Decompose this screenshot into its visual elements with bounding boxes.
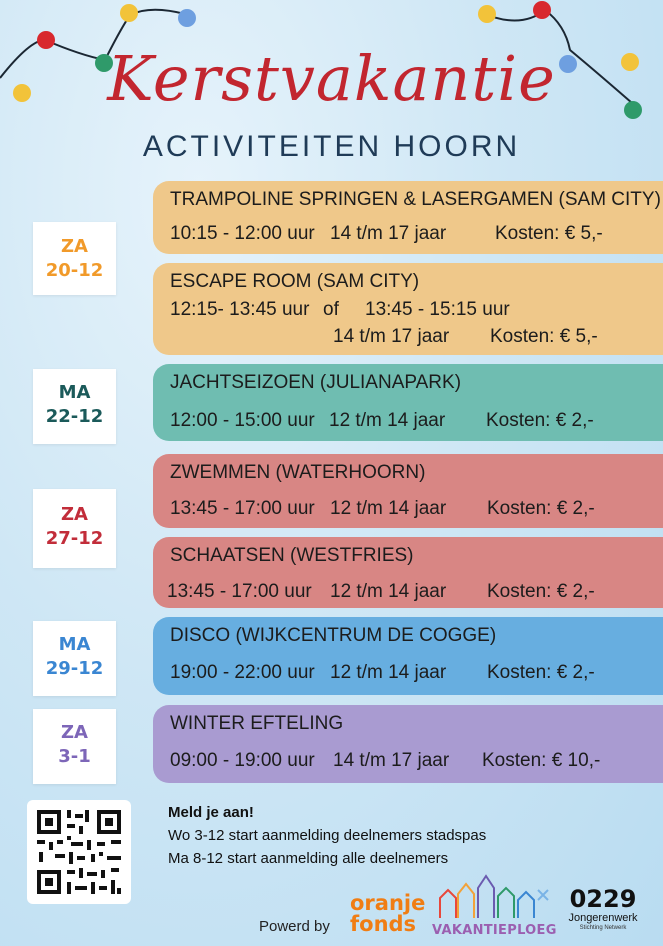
activity-time: 13:45 - 17:00 uur <box>167 581 312 602</box>
activity-title: WINTER EFTELING <box>170 713 344 734</box>
page-subtitle: ACTIVITEITEN HOORN <box>142 130 521 163</box>
activity-age: 12 t/m 14 jaar <box>330 662 447 683</box>
activity-age: 12 t/m 14 jaar <box>330 581 447 602</box>
day-badge <box>33 621 116 696</box>
activity-age: 12 t/m 14 jaar <box>330 498 447 519</box>
date-label: 3-1 <box>58 746 91 767</box>
activity-cost: Kosten: € 2,- <box>487 581 595 602</box>
activity-time: 19:00 - 22:00 uur <box>170 662 315 683</box>
activity-or: of <box>323 299 339 320</box>
activity-age: 14 t/m 17 jaar <box>330 223 447 244</box>
activity-card <box>153 617 663 695</box>
activity-cost: Kosten: € 2,- <box>486 410 594 431</box>
day-label: ZA <box>61 504 88 525</box>
day-badge <box>33 222 116 295</box>
date-label: 20-12 <box>45 260 104 281</box>
powered-by-label: Powerd by <box>259 918 330 935</box>
day-label: MA <box>58 382 91 403</box>
day-badge <box>33 369 116 444</box>
date-label: 27-12 <box>45 528 104 549</box>
date-label: 22-12 <box>45 406 104 427</box>
activity-age: 14 t/m 17 jaar <box>333 326 450 347</box>
activity-title: JACHTSEIZOEN (JULIANAPARK) <box>170 372 462 393</box>
qr-code-image <box>27 800 131 904</box>
activity-time: 12:15- 13:45 uur <box>170 299 310 320</box>
signup-line-2: Ma 8-12 start aanmelding alle deelnemers <box>168 850 449 867</box>
activity-card <box>153 181 663 254</box>
activity-age: 12 t/m 14 jaar <box>329 410 446 431</box>
signup-section <box>168 801 486 870</box>
activity-cost: Kosten: € 2,- <box>487 498 595 519</box>
activity-cost: Kosten: € 5,- <box>490 326 598 347</box>
day-badge <box>33 489 116 568</box>
signup-heading: Meld je aan! <box>168 804 254 821</box>
qr-code[interactable] <box>27 800 131 904</box>
activity-card <box>153 705 663 783</box>
activity-time-2: 13:45 - 15:15 uur <box>365 299 510 320</box>
page-title: Kerstvakantie <box>107 42 556 115</box>
activity-title: TRAMPOLINE SPRINGEN & LASERGAMEN (SAM CITY) <box>170 189 661 210</box>
activity-title: DISCO (WIJKCENTRUM DE COGGE) <box>170 625 497 646</box>
day-label: MA <box>58 634 91 655</box>
oranje-fonds-logo: oranje fonds <box>350 891 426 936</box>
signup-line-1: Wo 3-12 start aanmelding deelnemers stadspas <box>168 827 487 844</box>
date-label: 29-12 <box>45 658 104 679</box>
activity-card <box>153 454 663 528</box>
activity-age: 14 t/m 17 jaar <box>333 750 450 771</box>
jongerenwerk-logo: 0229 Jongerenwerk Stichting Netwerk <box>568 885 638 931</box>
activity-card <box>153 364 663 441</box>
activity-time: 13:45 - 17:00 uur <box>170 498 315 519</box>
activity-cost: Kosten: € 5,- <box>495 223 603 244</box>
activity-cost: Kosten: € 2,- <box>487 662 595 683</box>
activity-cost: Kosten: € 10,- <box>482 750 601 771</box>
activity-title: ESCAPE ROOM (SAM CITY) <box>170 271 420 292</box>
activity-card <box>153 263 663 355</box>
activity-time: 10:15 - 12:00 uur <box>170 223 315 244</box>
activity-card <box>153 537 663 608</box>
day-badge <box>33 709 116 784</box>
day-label: ZA <box>61 722 88 743</box>
activity-title: SCHAATSEN (WESTFRIES) <box>170 545 414 566</box>
vakantieploeg-logo: VAKANTIEPLOEG <box>432 872 556 938</box>
activity-time: 12:00 - 15:00 uur <box>170 410 315 431</box>
houses-icon <box>432 872 556 920</box>
activity-time: 09:00 - 19:00 uur <box>170 750 315 771</box>
activity-title: ZWEMMEN (WATERHOORN) <box>170 462 426 483</box>
day-label: ZA <box>61 236 88 257</box>
